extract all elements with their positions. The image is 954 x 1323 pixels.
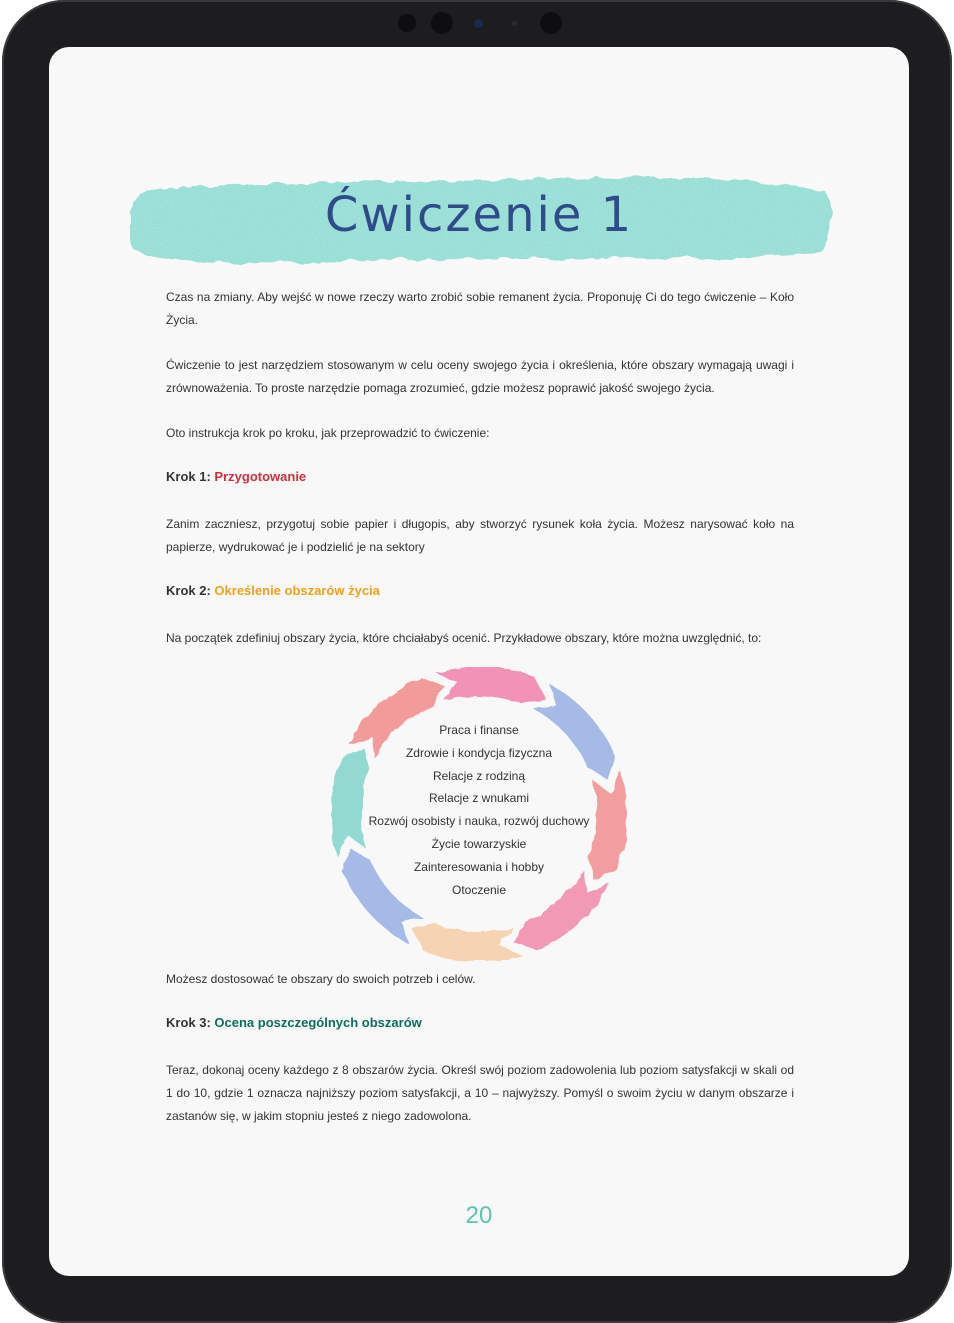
step-1-title: Przygotowanie — [214, 469, 307, 484]
step-1-label: Krok 1: — [166, 469, 211, 484]
after-wheel-text: Możesz dostosować te obszary do swoich potrzeb i celów. — [166, 972, 476, 986]
step-3-heading — [166, 1015, 794, 1030]
life-area-item: Zainteresowania i hobby — [413, 859, 545, 874]
intro-paragraph-2: Ćwiczenie to jest narzędziem stosowanym w celu oceny swojego życia i określenia, które obszary wymagają uwagi i zrównoważenia. To proste narzędzie pomaga zrozumieć, gdzie możesz poprawić jakość swojego życia. — [166, 358, 794, 395]
tablet-frame — [2, 0, 952, 1323]
step-1-heading — [166, 469, 794, 484]
life-area-item: Zdrowie i kondycja fizyczna — [405, 745, 553, 760]
camera-dot — [512, 21, 517, 26]
step-3-label: Krok 3: — [166, 1015, 211, 1030]
camera-sensor — [474, 19, 483, 28]
camera-lens — [431, 12, 453, 34]
wheel-segment — [413, 923, 523, 962]
page-title: Ćwiczenie 1 — [324, 187, 634, 243]
life-areas-list — [319, 719, 639, 901]
page-number: 20 — [465, 1202, 493, 1229]
step-2-label: Krok 2: — [166, 583, 211, 598]
wheel-segment — [436, 667, 546, 705]
step-2-heading — [166, 583, 794, 598]
life-area-item: Relacje z rodziną — [432, 768, 526, 783]
step-3-text: Teraz, dokonaj oceny każdego z 8 obszarów życia. Określ swój poziom zadowolenia lub poziom satysfakcji w skali od 1 do 10, gdzie 1 oznacza najniższy poziom satysfakcji, a 10 – najwyższy. Pomyśl o swoim życiu w danym obszarze i zastanów się, w jakim stopniu jesteś z niego zadowolona. — [166, 1063, 794, 1123]
camera-dot — [398, 14, 416, 32]
step-1-text: Zanim zaczniesz, przygotuj sobie papier i długopis, aby stworzyć rysunek koła życia. Możesz narysować koło na papierze, wydrukować je i podzielić je na sektory — [166, 517, 794, 554]
page-screen — [49, 47, 909, 1276]
life-area-item: Otoczenie — [451, 882, 507, 897]
intro-paragraph-1: Czas na zmiany. Aby wejść w nowe rzeczy warto zrobić sobie remanent życia. Proponuję Ci do tego ćwiczenie – Koło Życia. — [166, 290, 794, 327]
life-area-item: Relacje z wnukami — [428, 791, 530, 806]
life-area-item: Życie towarzyskie — [431, 836, 527, 851]
step-2-title: Określenie obszarów życia — [214, 583, 380, 598]
step-2-text: Na początek zdefiniuj obszary życia, które chciałabyś ocenić. Przykładowe obszary, które można uwzględnić, to: — [166, 631, 762, 645]
life-area-item: Rozwój osobisty i nauka, rozwój duchowy — [368, 814, 590, 829]
step-3-title: Ocena poszczególnych obszarów — [214, 1015, 422, 1030]
life-area-item: Praca i finanse — [439, 723, 519, 737]
camera-dot — [540, 12, 562, 34]
intro-paragraph-3: Oto instrukcja krok po kroku, jak przeprowadzić to ćwiczenie: — [166, 426, 490, 440]
